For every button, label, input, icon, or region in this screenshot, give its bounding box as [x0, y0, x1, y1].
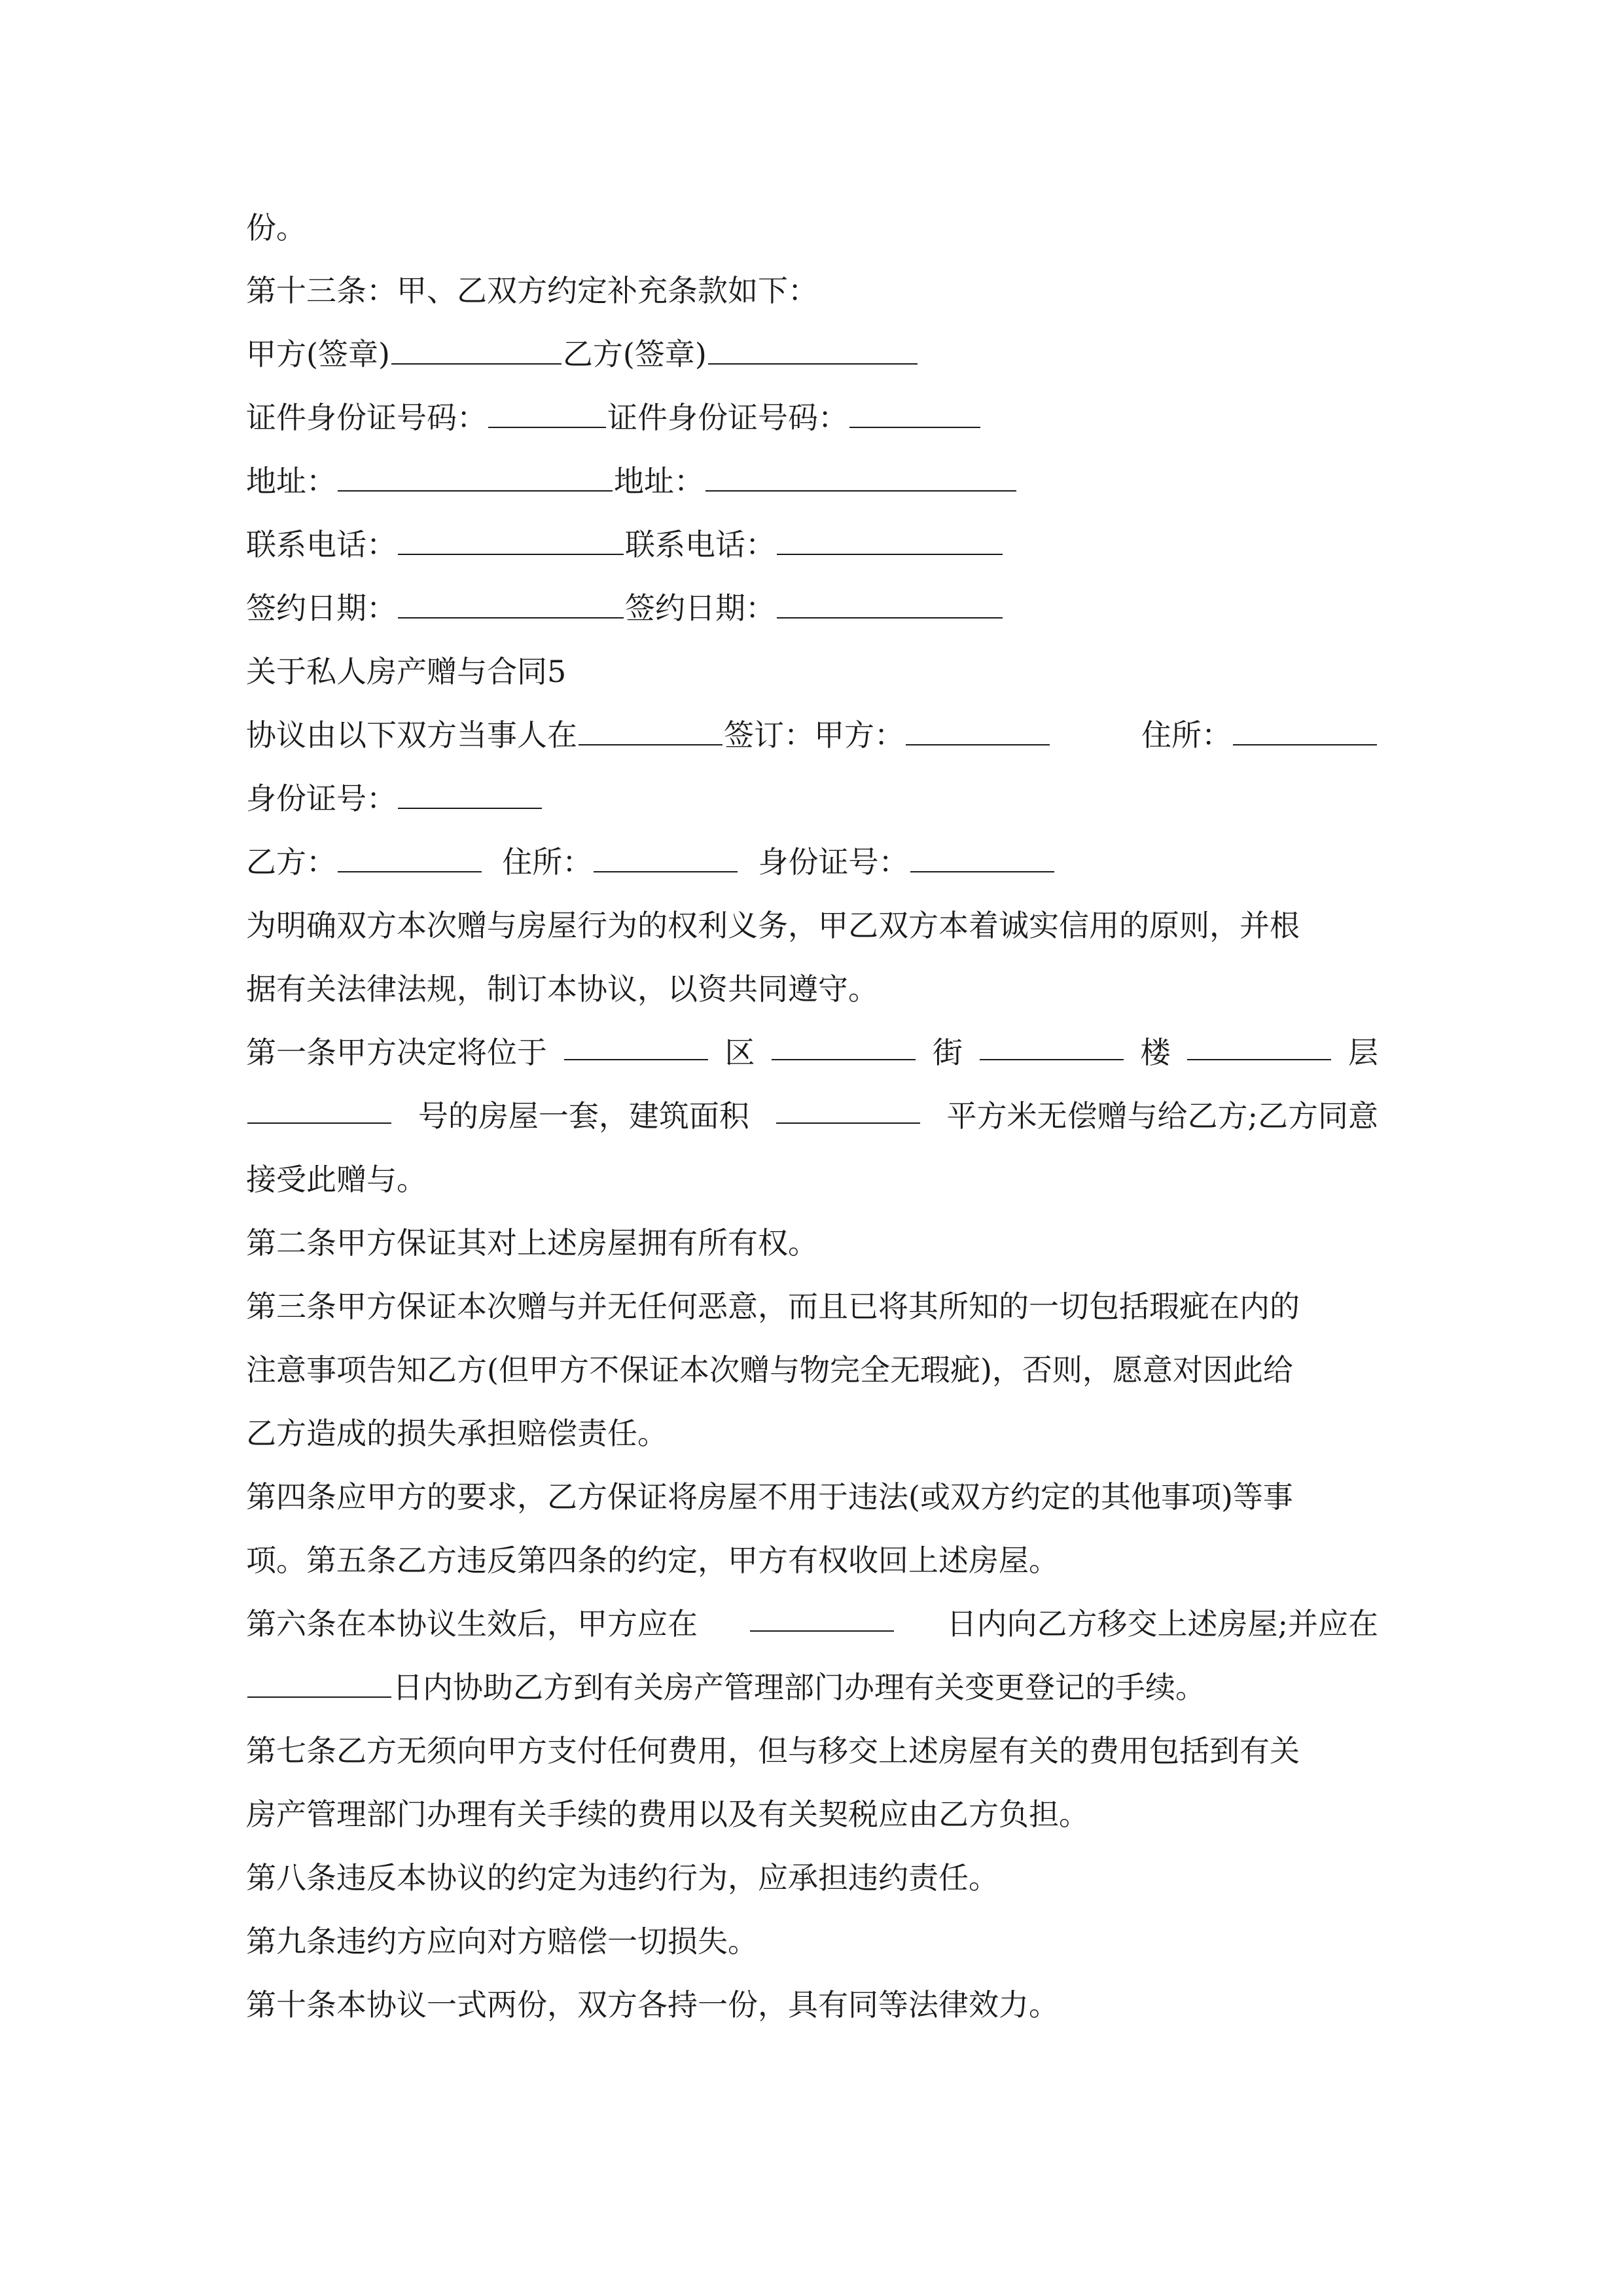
street-blank: [772, 1033, 916, 1060]
article-7: 第七条乙方无须向甲方支付任何费用，但与移交上述房屋有关的费用包括到有关: [246, 1733, 1300, 1768]
party-b-address-blank: [705, 464, 1016, 492]
paragraph-line: 注意事项告知乙方(但甲方不保证本次赠与物完全无瑕疵)，否则，愿意对因此给: [246, 1352, 1293, 1388]
article-10: 第十条本协议一式两份，双方各持一份，具有同等法律效力。: [246, 1987, 1059, 2022]
signing-place-blank: [579, 718, 722, 745]
room-number-blank: [247, 1096, 391, 1124]
article-5: 项。第五条乙方违反第四条的约定，甲方有权收回上述房屋。: [246, 1543, 1059, 1578]
article-9: 第九条违约方应向对方赔偿一切损失。: [246, 1924, 758, 1959]
article-2: 第二条甲方保证其对上述房屋拥有所有权。: [246, 1225, 818, 1261]
party-a-date-blank: [398, 591, 624, 619]
party-a-address-blank: [338, 464, 613, 492]
article-1-line-2: 号的房屋一套，建筑面积 平方米无偿赠与给乙方;乙方同意: [246, 1096, 1378, 1136]
id-number-line: 证件身份证号码： 证件身份证号码：: [246, 398, 1378, 437]
paragraph-line: 房产管理部门办理有关手续的费用以及有关契税应由乙方负担。: [246, 1797, 1089, 1832]
party-a-signature-blank: [391, 337, 562, 365]
paragraph-line: 乙方造成的损失承担赔偿责任。: [246, 1416, 668, 1451]
paragraph-line: 据有关法律法规，制订本协议，以资共同遵守。: [246, 971, 878, 1007]
party-b-info-line: 乙方： 住所： 身份证号：: [246, 842, 1378, 882]
building-blank: [980, 1033, 1124, 1060]
party-b-date-blank: [777, 591, 1003, 619]
article-6: 第六条在本协议生效后，甲方应在 日内向乙方移交上述房屋;并应在: [246, 1604, 1378, 1643]
date-line: 签约日期： 签约日期：: [246, 588, 1378, 628]
party-b-signature-blank: [708, 337, 918, 365]
party-a-id-number-blank: [398, 781, 542, 809]
party-b-id-number-blank: [910, 845, 1054, 872]
handover-days-blank: [750, 1604, 894, 1632]
article-3: 第三条甲方保证本次赠与并无任何恶意，而且已将其所知的一切包括瑕疵在内的: [246, 1289, 1300, 1324]
signature-line: 甲方(签章) 乙方(签章): [246, 334, 1378, 374]
party-a-residence-blank: [1233, 718, 1377, 745]
article-1-line: 第一条甲方决定将位于 区 街 楼 层: [246, 1033, 1378, 1072]
article-8: 第八条违反本协议的约定为违约行为，应承担违约责任。: [246, 1860, 999, 1895]
registration-days-blank: [247, 1670, 391, 1698]
party-b-name-blank: [338, 845, 482, 872]
address-line: 地址： 地址：: [246, 461, 1378, 501]
party-b-residence-blank: [594, 845, 738, 872]
party-b-phone-blank: [777, 528, 1003, 555]
party-a-name-blank: [906, 718, 1050, 745]
district-blank: [564, 1033, 708, 1060]
paragraph-line: 为明确双方本次赠与房屋行为的权利义务，甲乙双方本着诚实信用的原则，并根: [246, 908, 1300, 943]
party-a-phone-blank: [398, 528, 624, 555]
article-6-line-2: 日内协助乙方到有关房产管理部门办理有关变更登记的手续。: [246, 1668, 1378, 1707]
agreement-intro-line: 协议由以下双方当事人在 签订：甲方： 住所：: [246, 715, 1378, 755]
heading-article-13: 第十三条：甲、乙双方约定补充条款如下：: [246, 273, 818, 308]
party-a-id-line: 身份证号：: [246, 779, 1378, 818]
section-title: 关于私人房产赠与合同5: [246, 654, 567, 689]
party-b-id-blank: [849, 401, 980, 428]
floor-blank: [1187, 1033, 1331, 1060]
article-4: 第四条应甲方的要求，乙方保证将房屋不用于违法(或双方约定的其他事项)等事: [246, 1479, 1293, 1515]
party-a-id-blank: [488, 401, 606, 428]
paragraph-line: 接受此赠与。: [246, 1162, 427, 1197]
text-line: 份。: [246, 210, 306, 245]
phone-line: 联系电话： 联系电话：: [246, 525, 1378, 564]
area-blank: [776, 1096, 920, 1124]
